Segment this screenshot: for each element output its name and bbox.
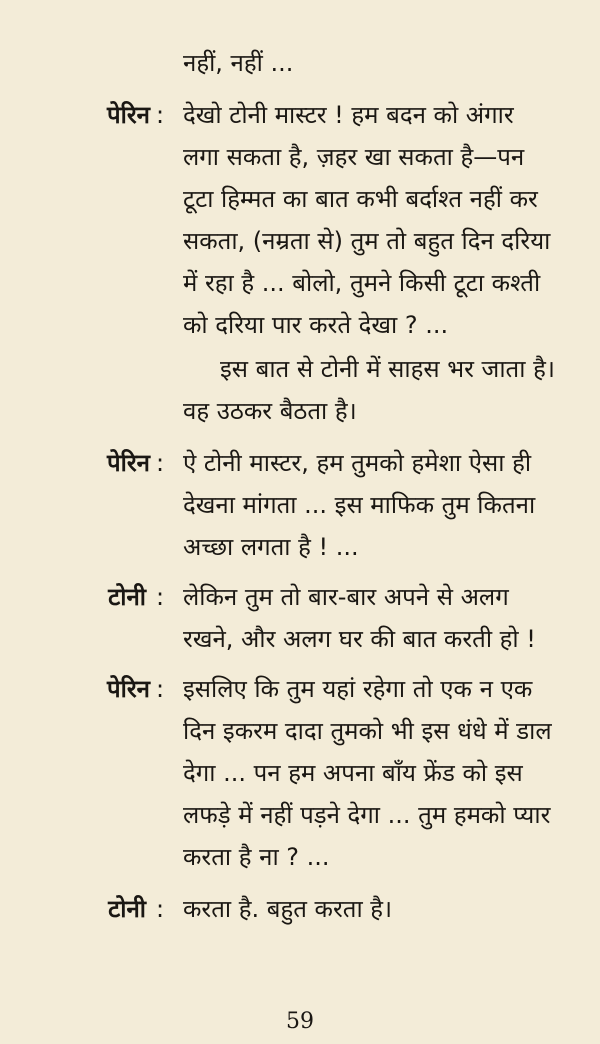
page-number: 59 bbox=[286, 1009, 314, 1034]
stage-direction-line: इस बात से टोनी में साहस भर जाता है। bbox=[220, 355, 555, 383]
speaker-name: पेरिन bbox=[107, 675, 150, 703]
dialogue-line: दिन इकरम दादा तुमको भी इस धंधे में डाल bbox=[183, 717, 552, 745]
stage-direction-line: वह उठकर बैठता है। bbox=[183, 397, 357, 425]
speaker-colon: : bbox=[155, 675, 165, 703]
dialogue-line: लफड़े में नहीं पड़ने देगा ... तुम हमको प्यार bbox=[183, 801, 551, 829]
dialogue-line: देखो टोनी मास्टर ! हम बदन को अंगार bbox=[183, 101, 514, 129]
speaker-colon: : bbox=[155, 583, 165, 611]
dialogue-line: करता है ना ? ... bbox=[183, 843, 330, 871]
dialogue-line: लेकिन तुम तो बार-बार अपने से अलग bbox=[183, 583, 509, 611]
dialogue-line: ऐ टोनी मास्टर, हम तुमको हमेशा ऐसा ही bbox=[183, 449, 532, 477]
speaker-colon: : bbox=[155, 449, 165, 477]
dialogue-line: देगा ... पन हम अपना बाँय फ्रेंड को इस bbox=[183, 759, 523, 787]
dialogue-line: सकता, (नम्रता से) तुम तो बहुत दिन दरिया bbox=[183, 227, 551, 255]
speaker-name: पेरिन bbox=[107, 449, 150, 477]
dialogue-line: इसलिए कि तुम यहां रहेगा तो एक न एक bbox=[183, 675, 533, 703]
continuation-line: नहीं, नहीं ... bbox=[183, 49, 294, 77]
dialogue-line: को दरिया पार करते देखा ? ... bbox=[183, 311, 449, 339]
dialogue-line: रखने, और अलग घर की बात करती हो ! bbox=[183, 625, 536, 653]
dialogue-line: में रहा है ... बोलो, तुमने किसी टूटा कश्ती bbox=[183, 269, 541, 297]
dialogue-line: अच्छा लगता है ! ... bbox=[183, 533, 359, 561]
speaker-colon: : bbox=[155, 895, 165, 923]
dialogue-line: टूटा हिम्मत का बात कभी बर्दाश्त नहीं कर bbox=[183, 185, 538, 213]
speaker-name: टोनी bbox=[108, 895, 146, 923]
speaker-name: पेरिन bbox=[107, 101, 150, 129]
dialogue-line: करता है. बहुत करता है। bbox=[183, 895, 393, 923]
speaker-colon: : bbox=[155, 101, 165, 129]
dialogue-line: लगा सकता है, ज़हर खा सकता है—पन bbox=[183, 143, 525, 171]
speaker-name: टोनी bbox=[108, 583, 146, 611]
dialogue-line: देखना मांगता ... इस माफिक तुम कितना bbox=[183, 491, 536, 519]
